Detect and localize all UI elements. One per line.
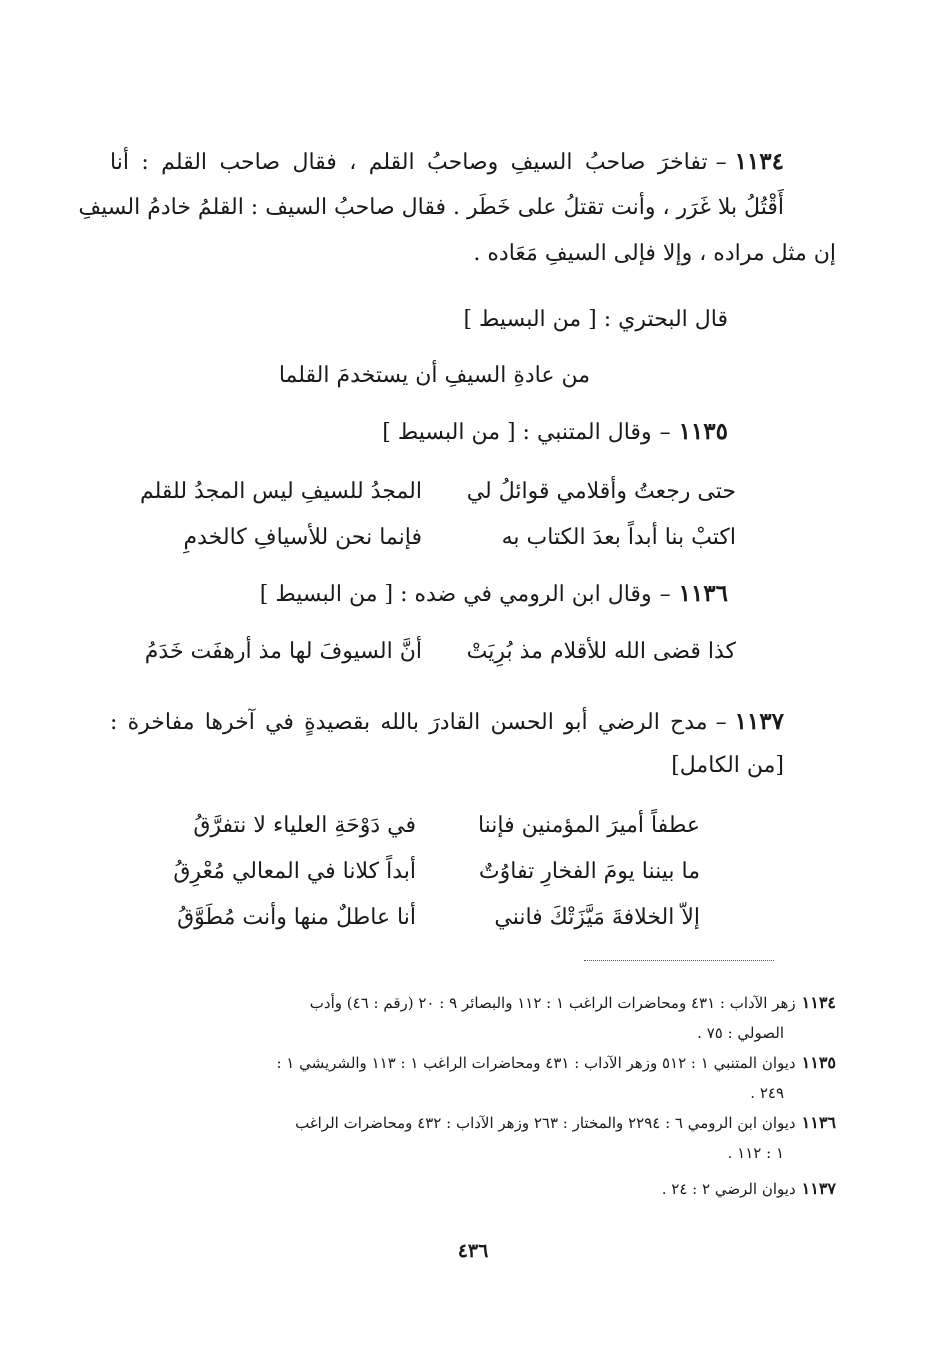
verse-hemistich-first: ما بيننا يومَ الفخارِ تفاوُتٌ bbox=[478, 859, 700, 884]
verse-hemistich-second: المجدُ للسيفِ ليس المجدُ للقلم bbox=[140, 479, 422, 504]
footnote-1134: ١١٣٤زهر الآداب : ٤٣١ ومحاضرات الراغب ١ : ١١٢ والبصائر ٩ : ٢٠ (رقم : ٤٦) وأدب bbox=[309, 993, 836, 1012]
footnote-separator bbox=[584, 960, 774, 961]
entry-1137-line-1: ١١٣٧–مدح الرضي أبو الحسن القادرَ بالله بقصيدةٍ في آخرها مفاخرة : bbox=[110, 708, 784, 735]
verse-hemistich-second: أبداً كلانا في المعالي مُعْرِقُ bbox=[173, 859, 416, 884]
entry-number: ١١٣٥ bbox=[678, 418, 728, 445]
entry-1135-intro: ١١٣٥–وقال المتنبي : [ من البسيط ] bbox=[382, 418, 728, 445]
entry-number: ١١٣٦ bbox=[678, 580, 728, 607]
entry-number: ١١٣٤ bbox=[734, 148, 784, 175]
entry-1136-intro: ١١٣٦–وقال ابن الرومي في ضده : [ من البسيط ] bbox=[259, 580, 728, 607]
entry-1134-line-3: إن مثل مراده ، وإلا فإلى السيفِ مَعَاده . bbox=[473, 241, 836, 266]
entry-1134-line-1: ١١٣٤–تفاخرَ صاحبُ السيفِ وصاحبُ القلم ، فقال صاحب القلم : أنا bbox=[110, 148, 784, 175]
entry-1134-verse: من عادةِ السيفِ أن يستخدمَ القلما bbox=[278, 363, 590, 388]
verse-hemistich-second: في دَوْحَةِ العلياء لا نتفرَّقُ bbox=[193, 813, 416, 838]
entry-1134-verse-intro: قال البحتري : [ من البسيط ] bbox=[463, 307, 728, 332]
footnote-1135-cont: ٢٤٩ . bbox=[750, 1084, 784, 1102]
verse-hemistich-first: حتى رجعتُ وأقلامي قوائلُ لي bbox=[466, 479, 736, 504]
verse-hemistich-second: فإنما نحن للأسيافِ كالخدمِ bbox=[183, 525, 422, 550]
verse-hemistich-first: إلاّ الخلافةَ مَيَّزَتْكَ فانني bbox=[494, 905, 700, 930]
footnote-1136: ١١٣٦ديوان ابن الرومي ٦ : ٢٢٩٤ والمختار : ٢٦٣ وزهر الآداب : ٤٣٢ ومحاضرات الراغب bbox=[295, 1113, 836, 1132]
verse-hemistich-first: كذا قضى الله للأقلام مذ بُرِيَتْ bbox=[466, 639, 736, 664]
entry-1134-line-2: أَقْتُلُ بلا غَرَر ، وأنت تقتلُ على خَطَر . فقال صاحبُ السيف : القلمُ خادمُ السيفِ bbox=[78, 195, 784, 220]
entry-1137-meter: [من الكامل] bbox=[671, 753, 784, 778]
verse-hemistich-first: عطفاً أميرَ المؤمنين فإننا bbox=[477, 813, 700, 838]
footnote-1135: ١١٣٥ديوان المتنبي ١ : ٥١٢ وزهر الآداب : ٤٣١ ومحاضرات الراغب ١ : ١١٣ والشريشي ١ : bbox=[276, 1053, 836, 1072]
footnote-1136-cont: ١ : ١١٢ . bbox=[727, 1144, 784, 1162]
footnote-1134-cont: الصولي : ٧٥ . bbox=[697, 1024, 784, 1042]
page-number: ٤٣٦ bbox=[457, 1240, 489, 1262]
verse-hemistich-second: أنَّ السيوفَ لها مذ أرهفَت خَدَمُ bbox=[144, 639, 422, 664]
verse-hemistich-second: أنا عاطلٌ منها وأنت مُطَوَّقُ bbox=[177, 905, 416, 930]
verse-hemistich-first: اكتبْ بنا أبداً بعدَ الكتاب به bbox=[501, 525, 736, 550]
footnote-1137: ١١٣٧ديوان الرضي ٢ : ٢٤ . bbox=[661, 1179, 836, 1198]
entry-number: ١١٣٧ bbox=[734, 708, 784, 735]
